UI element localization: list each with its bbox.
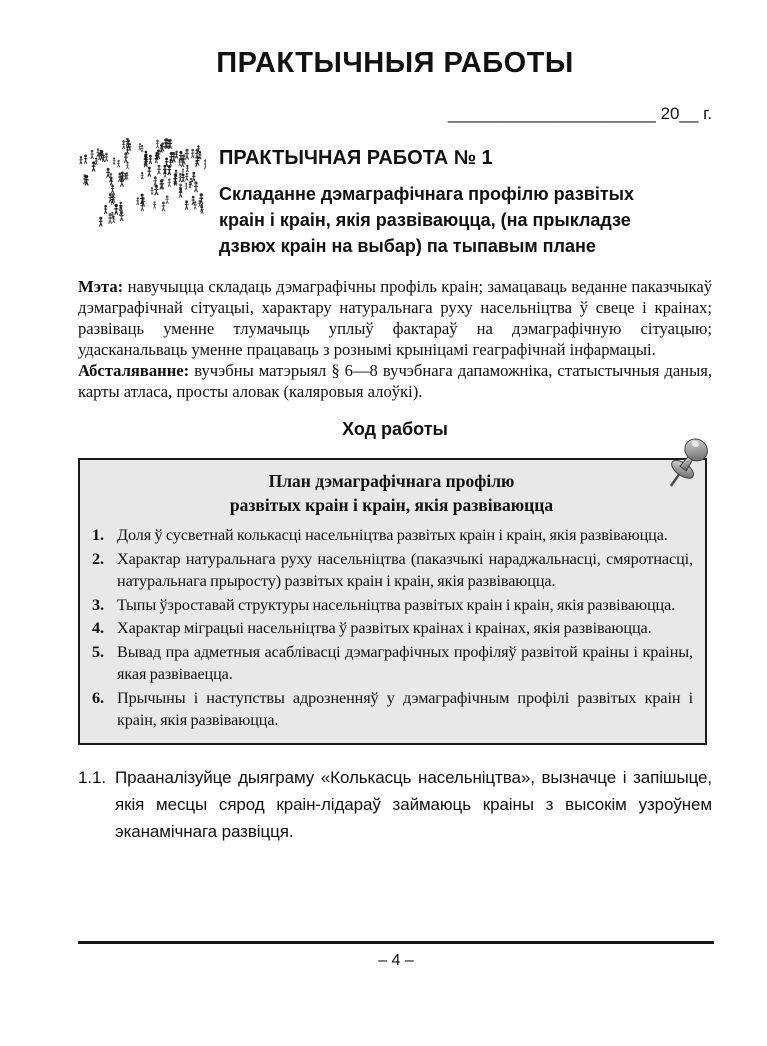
plan-item-text: Вывад пра адметныя асаблівасці дэмаграфічных профіляў развітой краіны і краіны, якая развіваецца. <box>117 642 693 683</box>
footer-rule <box>78 941 714 944</box>
plan-item-text: Характар натуральнага руху насельніцтва (паказчыкі нараджальнасці, смяротнасці, натуральнага прыросту) развітых краін і краін, якія развіваюцца. <box>117 549 693 590</box>
plan-box <box>78 458 707 745</box>
plan-item <box>90 548 693 593</box>
equipment-label: Абсталяванне: <box>78 361 190 380</box>
equipment-paragraph <box>78 360 712 402</box>
plan-item <box>90 594 693 617</box>
practical-work-header <box>78 138 712 259</box>
course-heading: Ход работы <box>342 419 448 439</box>
plan-box-title <box>90 469 693 517</box>
plan-item-number: 4. <box>92 619 104 637</box>
work-heading: ПРАКТЫЧНАЯ РАБОТА № 1 <box>219 147 493 169</box>
plan-item-text: Прычыны і наступствы адрозненняў у дэмаграфічным профілі развітых краін і краін, якія развіваюцца. <box>117 688 693 729</box>
pushpin-icon <box>658 431 716 495</box>
goal-paragraph <box>78 276 712 360</box>
task-paragraph <box>78 764 712 845</box>
plan-item-number: 6. <box>92 688 104 707</box>
equipment-text: вучэбны матэрыял § 6—8 вучэбнага дапаможніка, статыстычныя даныя, карты атласа, просты аловак (каляровыя алоўкі). <box>78 361 712 401</box>
plan-item <box>90 617 693 640</box>
intro-section <box>78 276 712 402</box>
work-subtitle-line: краін і краін, якія развіваюцца, (на прыкладзе <box>219 210 631 230</box>
goal-label: Мэта: <box>78 277 124 296</box>
date-line: ______________________ 20__ г. <box>447 104 712 123</box>
task-text: Прааналізуйце дыяграму «Колькасць насельніцтва», вызначце і запішыце, якія месцы сярод краін-лідараў займаюць краіны з высокім узроўнем эканамічнага развіцця. <box>115 767 712 841</box>
goal-text: навучыцца складаць дэмаграфічны профіль краін; замацаваць веданне паказчыкаў дэмаграфічнай сітуацыі, характару натуральнага руху насельніцтва ў свеце і краінах; развіваць уменне тлумачыць уплыў фактараў на дэмаграфічную сітуацыю; удасканальваць уменне працаваць з рознымі крыніцамі геаграфічнай інфармацыі. <box>78 277 712 359</box>
plan-item-number: 1. <box>92 526 104 544</box>
plan-item-number: 3. <box>92 595 104 614</box>
plan-item-text: Характар міграцыі насельніцтва ў развітых краінах і краінах, якія развіваюцца. <box>117 619 652 637</box>
page-title: ПРАКТЫЧНЫЯ РАБОТЫ <box>216 47 574 79</box>
plan-item-number: 5. <box>92 642 104 661</box>
plan-item <box>90 641 693 686</box>
work-subtitle-line: Складанне дэмаграфічнага профілю развітых <box>219 184 635 204</box>
world-map-people-icon <box>78 138 206 246</box>
page-number: – 4 – <box>378 952 414 969</box>
plan-item <box>90 687 693 732</box>
plan-item <box>90 524 693 547</box>
plan-list <box>90 524 693 732</box>
work-subtitle <box>219 181 634 259</box>
plan-item-text: Доля ў сусветнай колькасці насельніцтва развітых краін і краін, якія развіваюцца. <box>117 526 668 544</box>
plan-item-text: Тыпы ўзроставай структуры насельніцтва развітых краін і краін, якія развіваюцца. <box>117 595 676 614</box>
plan-box-title-line: развітых краін і краін, якія развіваюцца <box>229 495 554 515</box>
document-page <box>0 46 767 1046</box>
plan-item-number: 2. <box>92 549 104 568</box>
plan-box-title-line: План дэмаграфічнага профілю <box>268 471 515 491</box>
task-number: 1.1. <box>78 767 106 787</box>
work-subtitle-line: дзвюх краін на выбар) па тыпавым плане <box>219 236 596 256</box>
